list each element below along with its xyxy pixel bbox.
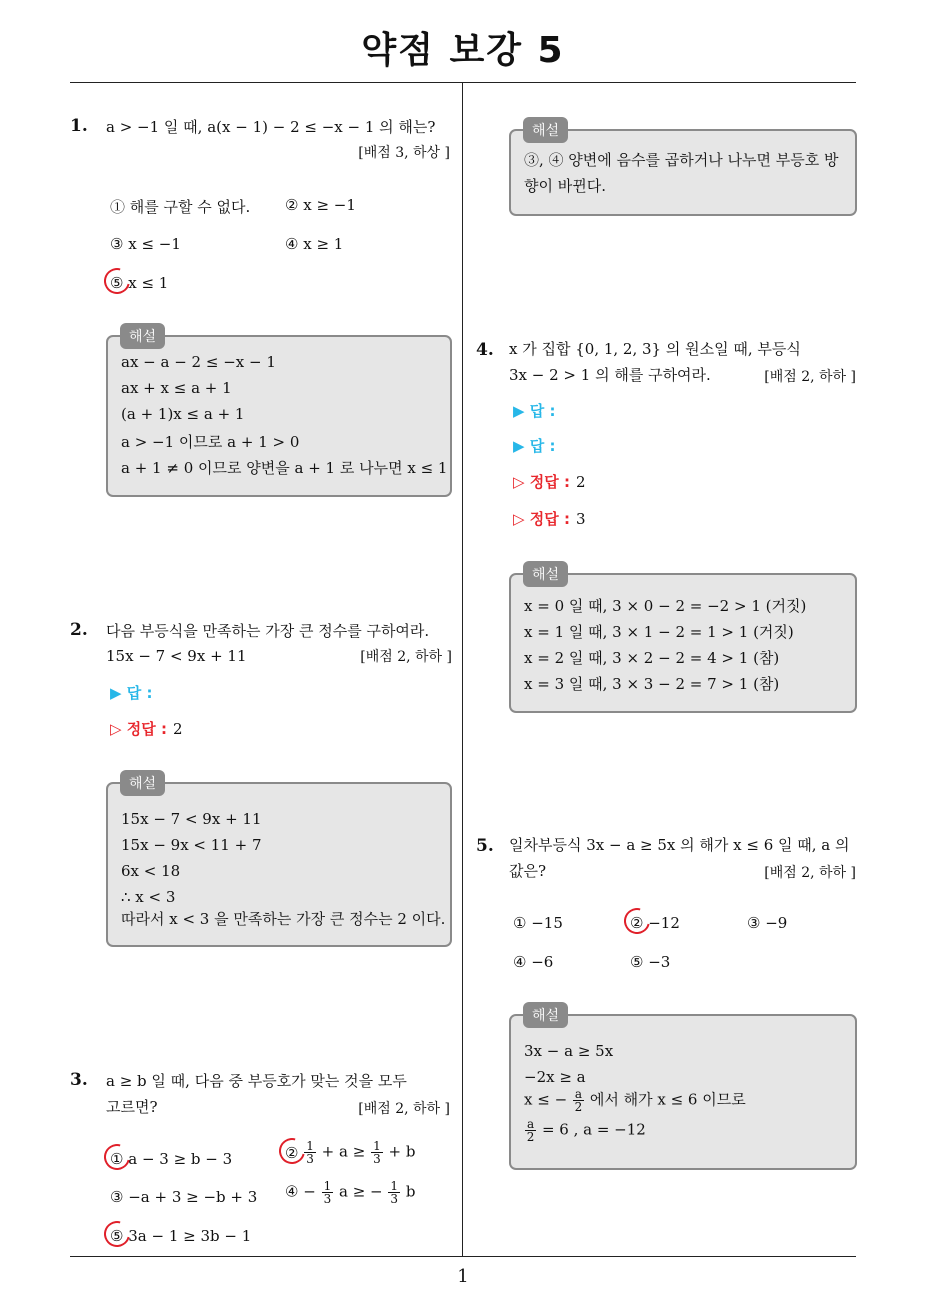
selected-circle-icon xyxy=(99,1139,135,1175)
explain-line: ∴ x < 3 xyxy=(121,888,176,906)
explain-text: x ≤ − xyxy=(524,1090,568,1109)
explain-line xyxy=(524,1118,646,1143)
q4-text-2: 3x − 2 > 1 의 해를 구하여라. xyxy=(509,366,711,384)
q1-meta: [배점 3, 하상 ] xyxy=(358,145,450,161)
explain-line: (a + 1)x ≤ a + 1 xyxy=(121,405,245,423)
fraction xyxy=(573,1088,584,1113)
q2-text: 다음 부등식을 만족하는 가장 큰 정수를 구하여라. xyxy=(106,622,430,640)
explain-line: a > −1 이므로 a + 1 > 0 xyxy=(121,433,300,451)
correct-label: ▷ 정답 : xyxy=(110,720,167,738)
choice-text: + a ≥ xyxy=(321,1142,366,1161)
explain-line: 15x − 9x < 11 + 7 xyxy=(121,836,262,854)
choice-text: a ≥ − xyxy=(339,1182,383,1201)
q4-text: x 가 집합 {0, 1, 2, 3} 의 원소일 때, 부등식 xyxy=(509,340,801,358)
q3-text: a ≥ b 일 때, 다음 중 부등호가 맞는 것을 모두 xyxy=(106,1072,407,1090)
q4-number: 4. xyxy=(476,340,494,360)
q5-choice-4[interactable]: ④ −6 xyxy=(513,953,554,971)
page-number: 1 xyxy=(457,1266,469,1287)
explain-line: ax + x ≤ a + 1 xyxy=(121,379,232,397)
fraction xyxy=(322,1180,334,1205)
explain-text: 에서 해가 x ≤ 6 이므로 xyxy=(589,1090,746,1109)
q4-correct-answer-1 xyxy=(513,471,586,492)
choice-mark: ② xyxy=(630,914,644,932)
frac-num: a xyxy=(574,1087,583,1101)
q3-choice-2[interactable] xyxy=(285,1140,415,1165)
frac-den: 3 xyxy=(390,1192,399,1206)
choice-text: −12 xyxy=(648,914,680,932)
fraction xyxy=(388,1180,400,1205)
selected-circle-icon xyxy=(99,263,135,299)
q4-explain-box xyxy=(509,567,857,713)
explain-label: 해설 xyxy=(120,770,165,796)
explain-label: 해설 xyxy=(523,561,568,587)
q4-meta: [배점 2, 하하 ] xyxy=(764,369,856,385)
choice-mark: ⑤ xyxy=(110,1227,124,1245)
choice-text: + b xyxy=(388,1142,416,1161)
correct-value: 3 xyxy=(575,510,586,528)
fraction xyxy=(304,1140,316,1165)
q3-meta: [배점 2, 하하 ] xyxy=(358,1101,450,1117)
q1-choice-2[interactable]: ② x ≥ −1 xyxy=(285,196,356,214)
selected-circle-icon xyxy=(99,1216,135,1252)
q2-number: 2. xyxy=(70,620,88,640)
q2-inequality: 15x − 7 < 9x + 11 xyxy=(106,647,247,665)
frac-den: 3 xyxy=(373,1152,381,1166)
q2-answer-label: ▶ 답 : xyxy=(110,684,153,702)
fraction xyxy=(525,1118,536,1143)
choice-text: 3a − 1 ≥ 3b − 1 xyxy=(128,1227,252,1245)
q1-number: 1. xyxy=(70,116,88,136)
q4-answer-label-2: ▶ 답 : xyxy=(513,437,556,455)
frac-num: 1 xyxy=(323,1179,332,1193)
q5-meta: [배점 2, 하하 ] xyxy=(764,865,856,881)
choice-mark: ② xyxy=(285,1143,299,1162)
q3-choice-1[interactable] xyxy=(110,1150,232,1168)
choice-mark: ⑤ xyxy=(110,274,124,292)
explain-line: 15x − 7 < 9x + 11 xyxy=(121,810,262,828)
q2-explain-box xyxy=(106,776,452,947)
explain-label: 해설 xyxy=(523,1002,568,1028)
explain-line: ax − a − 2 ≤ −x − 1 xyxy=(121,353,276,371)
explain-label: 해설 xyxy=(120,323,165,349)
q5-explain-box xyxy=(509,1008,857,1170)
choice-text: ④ − xyxy=(285,1182,316,1201)
explain-line: 3x − a ≥ 5x xyxy=(524,1042,614,1060)
q5-text: 일차부등식 3x − a ≥ 5x 의 해가 x ≤ 6 일 때, a 의 xyxy=(509,836,850,854)
correct-label: ▷ 정답 : xyxy=(513,510,570,528)
frac-den: 3 xyxy=(306,1152,314,1166)
frac-num: a xyxy=(527,1117,535,1131)
q2-meta: [배점 2, 하하 ] xyxy=(360,649,452,665)
bottom-rule xyxy=(70,1256,856,1257)
q4-correct-answer-2 xyxy=(513,508,586,529)
choice-text: x ≤ 1 xyxy=(128,274,169,292)
q1-choice-1[interactable]: ① 해를 구할 수 없다. xyxy=(110,198,251,216)
q3-text-2: 고르면? xyxy=(106,1098,158,1116)
correct-value: 2 xyxy=(172,720,183,738)
q1-explain-box xyxy=(106,329,452,497)
explain-line: 향이 바뀐다. xyxy=(524,177,606,195)
top-rule xyxy=(70,82,856,83)
choice-mark: ① xyxy=(110,1150,124,1168)
explain-line: x = 3 일 때, 3 × 3 − 2 = 7 > 1 (참) xyxy=(524,675,780,693)
q5-number: 5. xyxy=(476,836,494,856)
explain-line: x = 2 일 때, 3 × 2 − 2 = 4 > 1 (참) xyxy=(524,649,780,667)
q5-choice-1[interactable]: ① −15 xyxy=(513,914,563,932)
frac-num: 1 xyxy=(373,1139,381,1153)
frac-num: 1 xyxy=(306,1139,314,1153)
q3-choice-5[interactable] xyxy=(110,1227,251,1245)
page-title: 약점 보강 5 xyxy=(361,30,565,71)
choice-text: b xyxy=(405,1182,416,1201)
q5-choice-3[interactable]: ③ −9 xyxy=(747,914,788,932)
q4-answer-label-1: ▶ 답 : xyxy=(513,402,556,420)
correct-value: 2 xyxy=(575,473,586,491)
explain-line: 따라서 x < 3 을 만족하는 가장 큰 정수는 2 이다. xyxy=(121,910,446,928)
q5-choice-5[interactable]: ⑤ −3 xyxy=(630,953,671,971)
q3-choice-3[interactable]: ③ −a + 3 ≥ −b + 3 xyxy=(110,1188,258,1206)
q2-correct-answer xyxy=(110,718,183,739)
explain-line: ③, ④ 양변에 음수를 곱하거나 나누면 부등호 방 xyxy=(524,151,839,169)
selected-circle-icon xyxy=(619,903,655,939)
q3-explain-box xyxy=(509,123,857,216)
q5-text-2: 값은? xyxy=(509,862,547,880)
column-divider xyxy=(462,82,463,1256)
q3-choice-4[interactable] xyxy=(285,1180,415,1205)
correct-label: ▷ 정답 : xyxy=(513,473,570,491)
q1-choice-3[interactable]: ③ x ≤ −1 xyxy=(110,235,181,253)
frac-den: 3 xyxy=(323,1192,332,1206)
explain-line xyxy=(524,1088,746,1113)
explain-line: a + 1 ≠ 0 이므로 양변을 a + 1 로 나누면 x ≤ 1 xyxy=(121,459,448,477)
frac-den: 2 xyxy=(574,1100,583,1114)
explain-line: 6x < 18 xyxy=(121,862,181,880)
explain-line: x = 0 일 때, 3 × 0 − 2 = −2 > 1 (거짓) xyxy=(524,597,807,615)
q1-choice-4[interactable]: ④ x ≥ 1 xyxy=(285,235,344,253)
explain-text: = 6 , a = −12 xyxy=(541,1120,646,1139)
explain-line: x = 1 일 때, 3 × 1 − 2 = 1 > 1 (거짓) xyxy=(524,623,794,641)
choice-text: a − 3 ≥ b − 3 xyxy=(128,1150,233,1168)
fraction xyxy=(371,1140,383,1165)
frac-num: 1 xyxy=(390,1179,399,1193)
q1-choice-5[interactable] xyxy=(110,274,168,292)
q3-number: 3. xyxy=(70,1070,88,1090)
frac-den: 2 xyxy=(526,1130,535,1144)
q1-text: a > −1 일 때, a(x − 1) − 2 ≤ −x − 1 의 해는? xyxy=(106,118,436,136)
q5-choice-2[interactable] xyxy=(630,914,680,932)
explain-line: −2x ≥ a xyxy=(524,1068,586,1086)
explain-label: 해설 xyxy=(523,117,568,143)
